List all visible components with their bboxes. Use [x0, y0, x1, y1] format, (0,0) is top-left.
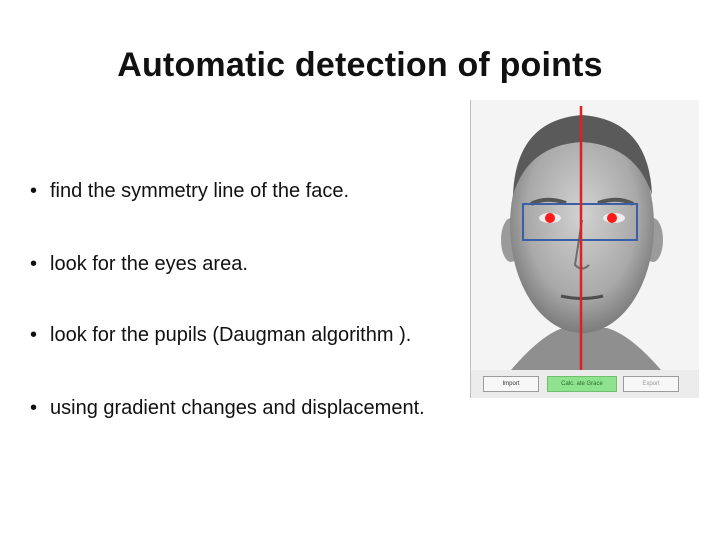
slide-title: Automatic detection of points: [117, 46, 603, 84]
bullet-item: [30, 397, 425, 420]
bullet-dot: •: [30, 180, 38, 202]
import-button[interactable]: Import: [483, 376, 539, 392]
bullet-dot: •: [30, 253, 38, 275]
bullet-dot: •: [30, 397, 38, 419]
right-pupil-marker: [607, 213, 617, 223]
bullet-item: [30, 180, 349, 203]
bullet-item: [30, 324, 411, 347]
bullet-text: look for the pupils (Daugman algorithm ).: [50, 324, 412, 346]
calculate-button[interactable]: Calc. ate Grace: [547, 376, 617, 392]
bullet-text: look for the eyes area.: [50, 253, 248, 275]
face-image: [471, 100, 699, 370]
bullet-dot: •: [30, 324, 38, 346]
face-detection-screenshot: [470, 100, 699, 398]
export-button[interactable]: Export: [623, 376, 679, 392]
bullet-text: using gradient changes and displacement.: [50, 397, 425, 419]
bullet-item: [30, 253, 248, 276]
screenshot-toolbar: [471, 370, 699, 398]
bullet-text: find the symmetry line of the face.: [50, 180, 350, 202]
left-pupil-marker: [545, 213, 555, 223]
